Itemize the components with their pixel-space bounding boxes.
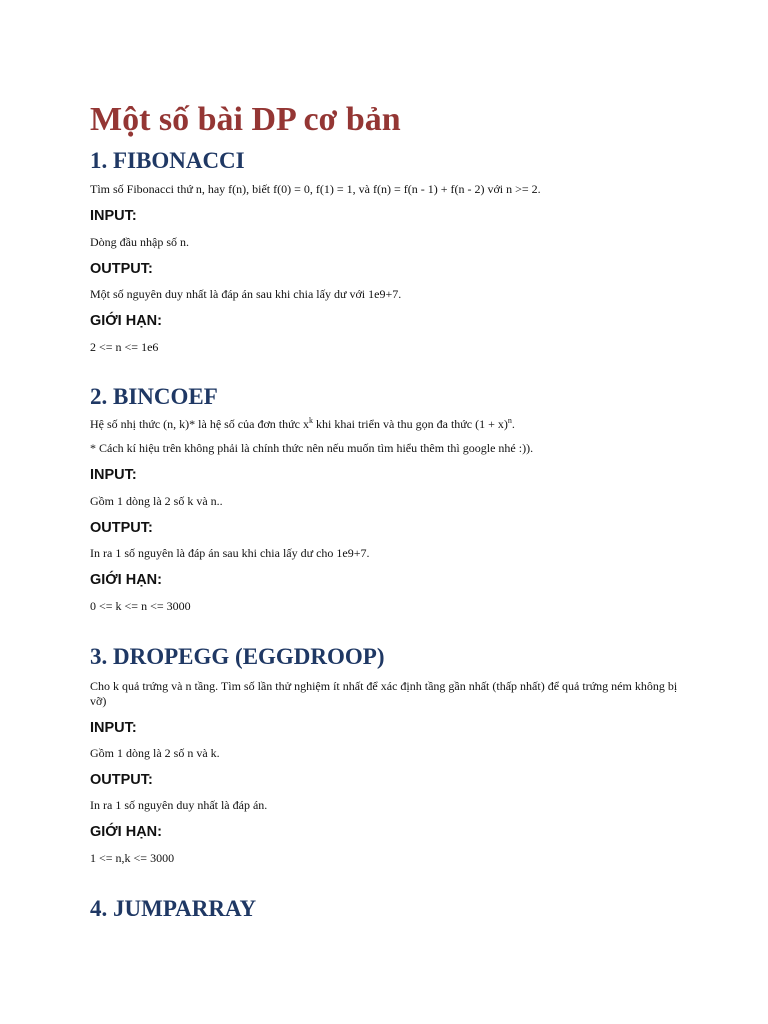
dropegg-output-text: In ra 1 số nguyên duy nhất là đáp án. [90, 798, 268, 812]
bincoef-description: Hệ số nhị thức (n, k)* là hệ số của đơn thức $x^k$ khi khai triển và thu gọn đa thức $(1 + x)^n$. [90, 416, 515, 431]
bincoef-input-label: INPUT: [90, 467, 137, 483]
fibonacci-description: Tìm số Fibonacci thứ n, hay f(n), biết f(0) = 0, f(1) = 1, và f(n) = f(n - 1) + f(n - 2) với n >= 2. [90, 182, 541, 196]
document-title: Một số bài DP cơ bản [90, 101, 401, 138]
bincoef-note: * Cách kí hiệu trên không phải là chính thức nên nếu muốn tìm hiểu thêm thì google nhé :)). [90, 441, 534, 455]
bincoef-input-text: Gồm 1 dòng là 2 số k và n.. [90, 494, 223, 508]
section-heading-dropegg: 3. DROPEGG (EGGDROOP) [90, 644, 385, 669]
fibonacci-output-text: Một số nguyên duy nhất là đáp án sau khi chia lấy dư với 1e9+7. [90, 287, 402, 301]
dropegg-description: Cho k quả trứng và n tầng. Tìm số lần thử nghiệm ít nhất để xác định tầng gần nhất (thấp nhất) để quả trứng ném không bị vỡ) [90, 679, 678, 708]
dropegg-input-label: INPUT: [90, 720, 137, 736]
section-heading-jumparray: 4. JUMPARRAY [90, 896, 257, 921]
bincoef-output-label: OUTPUT: [90, 520, 153, 536]
fibonacci-limit-text: 2 <= n <= 1e6 [90, 340, 159, 354]
dropegg-limit-label: GIỚI HẠN: [90, 824, 162, 840]
section-heading-bincoef: 2. BINCOEF [90, 384, 218, 409]
bincoef-output-text: In ra 1 số nguyên là đáp án sau khi chia lấy dư cho 1e9+7. [90, 546, 370, 560]
dropegg-limit-text: 1 <= n,k <= 3000 [90, 851, 175, 865]
bincoef-limit-text: 0 <= k <= n <= 3000 [90, 599, 191, 613]
section-heading-fibonacci: 1. FIBONACCI [90, 148, 245, 173]
bincoef-limit-label: GIỚI HẠN: [90, 572, 162, 588]
fibonacci-limit-label: GIỚI HẠN: [90, 313, 162, 329]
fibonacci-input-label: INPUT: [90, 208, 137, 224]
dropegg-input-text: Gồm 1 dòng là 2 số n và k. [90, 746, 220, 760]
dropegg-output-label: OUTPUT: [90, 772, 153, 788]
fibonacci-input-text: Dòng đầu nhập số n. [90, 235, 189, 249]
fibonacci-output-label: OUTPUT: [90, 261, 153, 277]
